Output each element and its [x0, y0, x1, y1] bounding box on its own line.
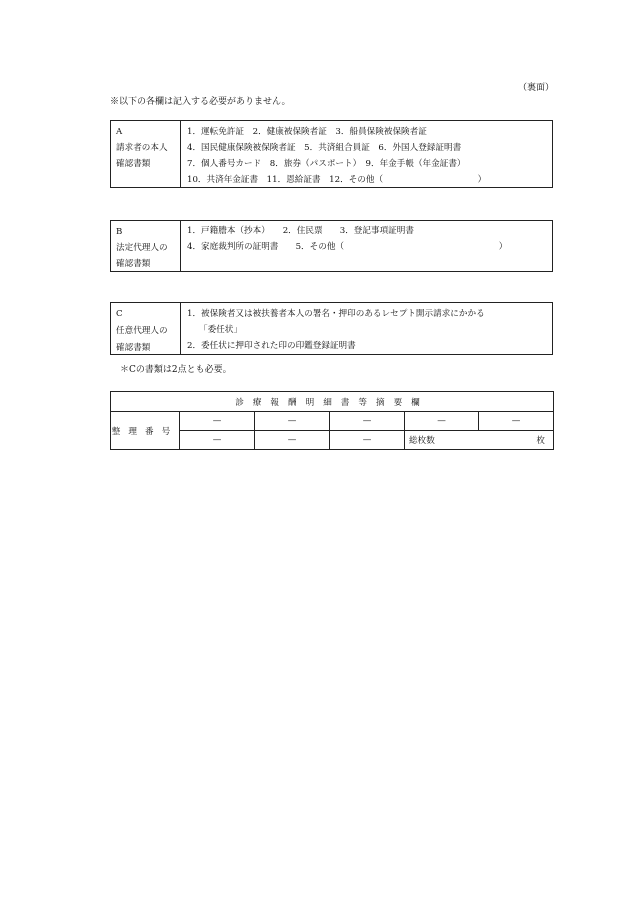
- section-b-heading: [111, 221, 181, 271]
- table-row: [111, 412, 554, 431]
- number-cell[interactable]: —: [180, 412, 255, 431]
- section-c-heading: [111, 303, 181, 354]
- section-c-line: 「委任状」: [199, 325, 242, 335]
- section-c-line: 2．委任状に押印された印の印鑑登録証明書: [187, 341, 356, 351]
- section-c-line: 1．被保険者又は被扶養者本人の署名・押印のあるレセプト開示請求にかかる: [187, 309, 485, 319]
- number-cell[interactable]: —: [330, 431, 405, 450]
- section-c-title-1: 任意代理人の: [116, 326, 168, 336]
- total-sheets-cell[interactable]: [405, 431, 554, 450]
- section-b-letter: B: [116, 227, 123, 237]
- section-b-title-1: 法定代理人の: [116, 243, 168, 253]
- number-cell[interactable]: —: [405, 412, 479, 431]
- section-b-list: [181, 221, 552, 271]
- total-sheets-label: 総枚数: [409, 436, 435, 446]
- summary-title: 診療報酬明細書等摘要欄: [111, 392, 554, 412]
- section-c-letter: C: [116, 309, 123, 319]
- summary-table: [110, 391, 554, 450]
- section-c-box: [110, 302, 553, 355]
- section-b-title-2: 確認書類: [116, 259, 151, 269]
- section-c-note: ＊Cの書類は2点とも必要。: [120, 365, 232, 375]
- section-a-line: 10．共済年金証書 11．恩給証書 12．その他（ ）: [187, 175, 487, 185]
- section-b-box: [110, 220, 553, 272]
- number-cell[interactable]: —: [255, 412, 330, 431]
- section-a-line: 7．個人番号カード 8．旅券（パスポート） 9．年金手帳（年金証書）: [187, 159, 466, 169]
- page-side-label: （裏面）: [518, 83, 555, 93]
- section-c-list: [181, 303, 552, 354]
- section-b-line: 1．戸籍謄本（抄本） 2．住民票 3．登記事項証明書: [187, 226, 414, 236]
- number-cell[interactable]: —: [255, 431, 330, 450]
- summary-title-row: [111, 392, 554, 412]
- row-label: 整理番号: [111, 412, 180, 450]
- section-a-list: [181, 121, 552, 187]
- section-a-line: 1．運転免許証 2．健康被保険者証 3．船員保険被保険者証: [187, 127, 427, 137]
- section-a-heading: [111, 121, 181, 187]
- section-a-title-2: 確認書類: [116, 159, 151, 169]
- notice-text: ※以下の各欄は記入する必要がありません。: [110, 97, 291, 107]
- section-b-line: 4．家庭裁判所の証明書 5．その他（ ）: [187, 241, 508, 252]
- total-sheets-unit: 枚: [536, 436, 546, 446]
- number-cell[interactable]: —: [330, 412, 405, 431]
- section-a-letter: A: [116, 127, 123, 137]
- section-a-title-1: 請求者の本人: [116, 143, 168, 153]
- section-c-title-2: 確認書類: [116, 343, 151, 353]
- number-cell[interactable]: —: [479, 412, 554, 431]
- number-cell[interactable]: —: [180, 431, 255, 450]
- section-a-line: 4．国民健康保険被保険者証 5．共済組合員証 6．外国人登録証明書: [187, 143, 462, 153]
- section-a-box: [110, 120, 553, 188]
